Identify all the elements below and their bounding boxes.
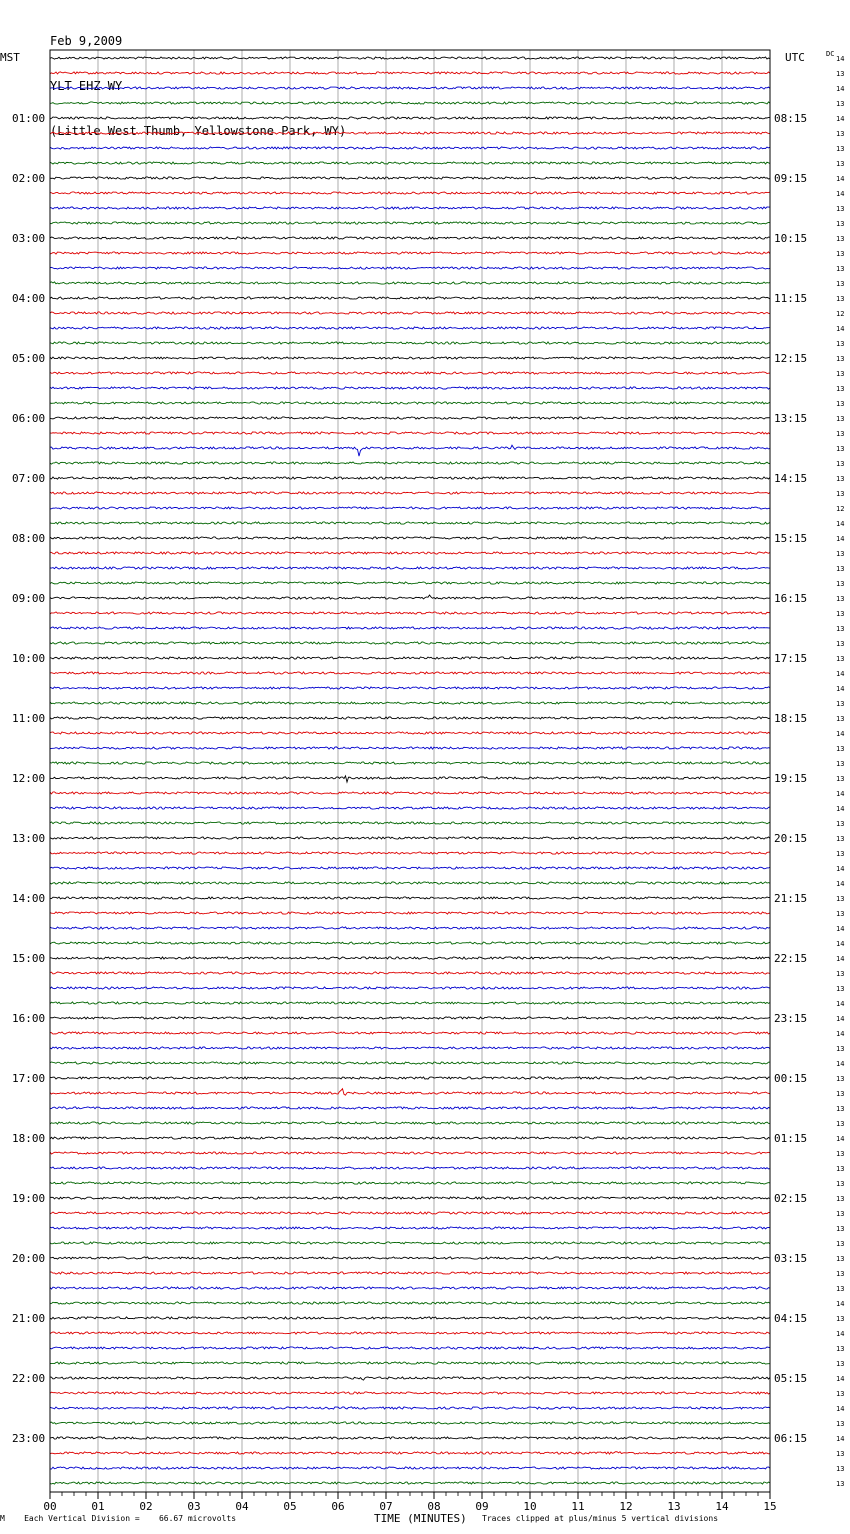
seismic-trace	[50, 1047, 770, 1049]
seismic-trace	[50, 657, 770, 659]
mst-hour-label: 11:00	[12, 712, 46, 725]
seismic-trace	[50, 1407, 770, 1409]
x-tick-label: 11	[571, 1500, 585, 1513]
dc-offset-label: 14	[836, 325, 845, 333]
dc-offset-label: 13	[836, 430, 845, 438]
seismic-trace	[50, 717, 770, 719]
dc-offset-label: 13	[836, 895, 845, 903]
utc-hour-label: 14:15	[774, 472, 808, 485]
utc-hour-label: 02:15	[774, 1192, 808, 1205]
mst-hour-label: 10:00	[12, 652, 46, 665]
seismic-trace	[50, 297, 770, 299]
utc-hour-label: 03:15	[774, 1252, 808, 1265]
dc-offset-label: 13	[836, 1120, 845, 1128]
dc-offset-label: 13	[836, 970, 845, 978]
mst-hour-label: 17:00	[12, 1072, 46, 1085]
seismic-trace	[50, 582, 770, 584]
seismic-trace	[50, 1272, 770, 1274]
seismic-trace	[50, 522, 770, 524]
clip-note: Traces clipped at plus/minus 5 vertical divisions	[482, 1514, 719, 1523]
seismic-trace	[50, 747, 770, 749]
dc-offset-label: 13	[836, 145, 845, 153]
seismic-trace	[50, 1077, 770, 1079]
seismic-trace	[50, 357, 770, 359]
seismic-trace	[50, 267, 770, 269]
utc-hour-label: 22:15	[774, 952, 808, 965]
seismic-trace	[50, 1467, 770, 1469]
seismic-trace	[50, 912, 770, 914]
seismic-trace	[50, 1392, 770, 1394]
seismic-trace	[50, 1302, 770, 1304]
dc-offset-label: 13	[836, 1150, 845, 1158]
seismic-trace	[50, 207, 770, 209]
mst-hour-label: 03:00	[12, 232, 46, 245]
dc-offset-label: 13	[836, 610, 845, 618]
dc-offset-label: 14	[836, 1330, 845, 1338]
scale-note	[0, 1514, 236, 1523]
seismic-trace	[50, 1347, 770, 1349]
dc-offset-label: 13	[836, 100, 845, 108]
utc-hour-label: 09:15	[774, 172, 808, 185]
seismic-trace	[50, 1287, 770, 1289]
seismic-trace	[50, 162, 770, 164]
seismic-trace	[50, 867, 770, 869]
dc-offset-label: 14	[836, 175, 845, 183]
dc-offset-label: 13	[836, 205, 845, 213]
dc-offset-label: 13	[836, 1345, 845, 1353]
seismic-trace	[50, 342, 770, 344]
utc-title: UTC	[785, 51, 805, 64]
seismic-trace	[50, 312, 770, 314]
dc-offset-label: 13	[836, 400, 845, 408]
dc-offset-label: 13	[836, 1195, 845, 1203]
seismic-trace	[50, 1422, 770, 1424]
dc-offset-label: 13	[836, 715, 845, 723]
utc-hour-label: 05:15	[774, 1372, 808, 1385]
dc-offset-label: 14	[836, 190, 845, 198]
x-tick-label: 12	[619, 1500, 633, 1513]
seismic-trace	[50, 102, 770, 104]
mst-hour-label: 13:00	[12, 832, 46, 845]
dc-offset-label: 13	[836, 385, 845, 393]
dc-offset-label: 13	[836, 355, 845, 363]
location-label: (Little West Thumb, Yellowstone Park, WY)	[50, 124, 347, 138]
dc-offset-label: 13	[836, 700, 845, 708]
seismic-trace	[50, 595, 770, 599]
seismic-trace	[50, 987, 770, 989]
utc-hour-label: 18:15	[774, 712, 808, 725]
dc-offset-label: 13	[836, 565, 845, 573]
dc-offset-label: 13	[836, 70, 845, 78]
seismic-trace	[50, 492, 770, 494]
dc-offset-label: 13	[836, 820, 845, 828]
seismic-trace	[50, 702, 770, 704]
dc-offset-label: 14	[836, 1435, 845, 1443]
seismic-trace	[50, 282, 770, 284]
dc-offset-label: 13	[836, 1315, 845, 1323]
seismic-trace	[50, 1197, 770, 1199]
seismic-trace	[50, 147, 770, 149]
seismic-trace	[50, 177, 770, 179]
dc-offset-label: 13	[836, 640, 845, 648]
dc-offset-label: 13	[836, 445, 845, 453]
dc-offset-label: 13	[836, 295, 845, 303]
dc-offset-label: 13	[836, 760, 845, 768]
mst-hour-label: 09:00	[12, 592, 46, 605]
seismic-trace	[50, 507, 770, 509]
dc-offset-label: 13	[836, 1210, 845, 1218]
dc-offset-label: 13	[836, 1075, 845, 1083]
x-tick-label: 15	[763, 1500, 777, 1513]
dc-offset-label: 13	[836, 550, 845, 558]
x-tick-label: 10	[523, 1500, 537, 1513]
seismic-trace	[50, 792, 770, 794]
seismic-trace	[50, 72, 770, 74]
x-tick-label: 08	[427, 1500, 441, 1513]
mst-hour-label: 01:00	[12, 112, 46, 125]
dc-offset-label: 14	[836, 115, 845, 123]
seismic-trace	[50, 1002, 770, 1004]
seismic-trace	[50, 1257, 770, 1259]
dc-offset-label: 13	[836, 1180, 845, 1188]
dc-offset-label: 13	[836, 220, 845, 228]
mst-hour-label: 08:00	[12, 532, 46, 545]
seismic-trace	[50, 822, 770, 824]
seismic-trace	[50, 462, 770, 464]
x-tick-label: 05	[283, 1500, 297, 1513]
seismic-trace	[50, 432, 770, 434]
seismic-trace	[50, 1242, 770, 1244]
seismic-trace	[50, 1062, 770, 1064]
utc-hour-label: 11:15	[774, 292, 808, 305]
seismic-trace	[50, 1482, 770, 1484]
seismic-trace	[50, 1362, 770, 1364]
mst-hour-label: 23:00	[12, 1432, 46, 1445]
mst-hour-label: 22:00	[12, 1372, 46, 1385]
seismic-trace	[50, 1122, 770, 1124]
dc-offset-label: 13	[836, 250, 845, 258]
dc-offset-label: 14	[836, 520, 845, 528]
seismic-trace	[50, 1032, 770, 1034]
x-tick-label: 13	[667, 1500, 681, 1513]
seismic-trace	[50, 1377, 770, 1380]
utc-hour-label: 08:15	[774, 112, 808, 125]
mst-hour-label: 15:00	[12, 952, 46, 965]
scale-note-text: Each Vertical Division = 66.67 microvolts	[24, 1514, 237, 1523]
dc-offset-label: 13	[836, 490, 845, 498]
seismic-trace	[50, 957, 770, 959]
dc-offset-label: 13	[836, 775, 845, 783]
dc-offset-label: 13	[836, 1270, 845, 1278]
seismic-trace	[50, 567, 770, 569]
x-tick-label: 01	[91, 1500, 105, 1513]
utc-hour-label: 21:15	[774, 892, 808, 905]
dc-offset-label: 13	[836, 910, 845, 918]
dc-offset-label: 13	[836, 580, 845, 588]
dc-offset-label: 13	[836, 1465, 845, 1473]
mst-hour-label: 04:00	[12, 292, 46, 305]
dc-offset-label: 13	[836, 655, 845, 663]
seismic-trace	[50, 1017, 770, 1019]
seismic-trace	[50, 612, 770, 614]
seismic-trace	[50, 1107, 770, 1109]
dc-offset-label: 13	[836, 1225, 845, 1233]
seismic-trace	[50, 642, 770, 644]
mst-hour-label: 16:00	[12, 1012, 46, 1025]
dc-title: DC	[826, 50, 835, 58]
seismic-trace	[50, 387, 770, 389]
dc-offset-label: 13	[836, 370, 845, 378]
dc-offset-label: 14	[836, 535, 845, 543]
station-label: YLT EHZ WY	[50, 79, 123, 93]
seismic-trace	[50, 1152, 770, 1154]
seismic-trace	[50, 537, 770, 539]
utc-hour-label: 20:15	[774, 832, 808, 845]
seismic-trace	[50, 252, 770, 254]
dc-offset-label: 14	[836, 865, 845, 873]
dc-offset-label: 14	[836, 1060, 845, 1068]
x-tick-label: 14	[715, 1500, 729, 1513]
dc-offset-label: 13	[836, 475, 845, 483]
dc-offset-label: 13	[836, 745, 845, 753]
seismic-trace	[50, 897, 770, 899]
seismic-trace	[50, 732, 770, 734]
utc-hour-label: 17:15	[774, 652, 808, 665]
dc-offset-label: 12	[836, 310, 845, 318]
dc-offset-label: 13	[836, 1255, 845, 1263]
dc-offset-label: 13	[836, 1480, 845, 1488]
dc-offset-label: 14	[836, 1405, 845, 1413]
dc-offset-label: 13	[836, 1285, 845, 1293]
corner-mark: M	[0, 1514, 5, 1523]
dc-offset-label: 13	[836, 1450, 845, 1458]
dc-offset-label: 13	[836, 850, 845, 858]
mst-hour-label: 12:00	[12, 772, 46, 785]
utc-hour-label: 23:15	[774, 1012, 808, 1025]
plot-frame	[50, 50, 770, 1492]
dc-offset-label: 13	[836, 1105, 845, 1113]
dc-offset-label: 13	[836, 1420, 845, 1428]
dc-offset-label: 13	[836, 1390, 845, 1398]
trace-group	[50, 57, 770, 1484]
mst-hour-label: 19:00	[12, 1192, 46, 1205]
seismic-trace	[50, 552, 770, 554]
dc-offset-label: 14	[836, 880, 845, 888]
utc-hour-label: 13:15	[774, 412, 808, 425]
mst-hour-label: 20:00	[12, 1252, 46, 1265]
utc-hour-label: 00:15	[774, 1072, 808, 1085]
dc-offset-label: 14	[836, 805, 845, 813]
x-tick-label: 06	[331, 1500, 345, 1513]
seismic-trace	[50, 882, 770, 884]
dc-offset-label: 14	[836, 685, 845, 693]
dc-offset-label: 12	[836, 505, 845, 513]
seismic-trace	[50, 372, 770, 374]
utc-hour-label: 12:15	[774, 352, 808, 365]
utc-hour-label: 15:15	[774, 532, 808, 545]
dc-offset-label: 13	[836, 835, 845, 843]
seismic-trace	[50, 687, 770, 689]
seismic-trace	[50, 417, 770, 419]
dc-offset-label: 14	[836, 85, 845, 93]
dc-offset-label: 14	[836, 1030, 845, 1038]
seismic-trace	[50, 445, 770, 456]
dc-offset-label: 13	[836, 280, 845, 288]
seismic-trace	[50, 807, 770, 809]
dc-offset-label: 14	[836, 955, 845, 963]
axis-labels	[0, 50, 844, 1513]
dc-offset-label: 14	[836, 940, 845, 948]
utc-hour-label: 04:15	[774, 1312, 808, 1325]
seismic-trace	[50, 222, 770, 224]
x-axis-title: TIME (MINUTES)	[374, 1512, 467, 1525]
seismic-trace	[50, 927, 770, 929]
utc-hour-label: 16:15	[774, 592, 808, 605]
seismic-trace	[50, 192, 770, 194]
mst-hour-label: 02:00	[12, 172, 46, 185]
seismic-trace	[50, 672, 770, 674]
utc-hour-label: 01:15	[774, 1132, 808, 1145]
dc-offset-label: 13	[836, 1240, 845, 1248]
mst-hour-label: 05:00	[12, 352, 46, 365]
dc-offset-label: 13	[836, 415, 845, 423]
mst-title: MST	[0, 51, 20, 64]
seismic-trace	[50, 1317, 770, 1319]
dc-offset-label: 13	[836, 265, 845, 273]
seismic-trace	[50, 837, 770, 839]
dc-offset-label: 13	[836, 1165, 845, 1173]
seismic-trace	[50, 327, 770, 329]
seismic-trace	[50, 972, 770, 974]
x-tick-label: 03	[187, 1500, 201, 1513]
x-tick-label: 09	[475, 1500, 489, 1513]
dc-offset-label: 14	[836, 1000, 845, 1008]
dc-offset-label: 14	[836, 730, 845, 738]
dc-offset-label: 13	[836, 1045, 845, 1053]
x-tick-label: 02	[139, 1500, 153, 1513]
seismic-trace	[50, 627, 770, 629]
dc-offset-label: 14	[836, 1300, 845, 1308]
dc-offset-label: 14	[836, 55, 845, 63]
dc-offset-label: 13	[836, 595, 845, 603]
mst-hour-label: 21:00	[12, 1312, 46, 1325]
seismic-trace	[50, 1437, 770, 1439]
dc-offset-label: 13	[836, 1090, 845, 1098]
seismic-trace	[50, 1332, 770, 1334]
seismic-trace	[50, 1089, 770, 1096]
seismic-trace	[50, 1137, 770, 1139]
dc-offset-label: 13	[836, 130, 845, 138]
seismic-trace	[50, 132, 770, 134]
seismic-trace	[50, 852, 770, 854]
utc-hour-label: 19:15	[774, 772, 808, 785]
dc-offset-label: 14	[836, 1015, 845, 1023]
x-tick-label: 00	[43, 1500, 57, 1513]
dc-offset-label: 13	[836, 460, 845, 468]
dc-offset-label: 13	[836, 1360, 845, 1368]
dc-offset-label: 14	[836, 790, 845, 798]
seismic-trace	[50, 1212, 770, 1214]
seismic-trace	[50, 237, 770, 239]
date-label: Feb 9,2009	[50, 34, 123, 48]
mst-hour-label: 07:00	[12, 472, 46, 485]
x-tick-label: 07	[379, 1500, 393, 1513]
mst-hour-label: 14:00	[12, 892, 46, 905]
dc-offset-label: 13	[836, 160, 845, 168]
seismic-trace	[50, 776, 770, 782]
dc-offset-label: 14	[836, 925, 845, 933]
mst-hour-label: 06:00	[12, 412, 46, 425]
seismic-trace	[50, 942, 770, 944]
seismic-trace	[50, 87, 770, 89]
seismic-trace	[50, 1227, 770, 1229]
seismic-trace	[50, 477, 770, 479]
dc-offset-label: 13	[836, 625, 845, 633]
x-tick-label: 04	[235, 1500, 249, 1513]
seismic-trace	[50, 1452, 770, 1454]
seismic-trace	[50, 57, 770, 59]
dc-offset-label: 14	[836, 1135, 845, 1143]
seismic-trace	[50, 1182, 770, 1184]
minute-grid	[98, 50, 722, 1492]
seismic-trace	[50, 117, 770, 119]
seismic-trace	[50, 402, 770, 404]
dc-offset-label: 13	[836, 340, 845, 348]
utc-hour-label: 10:15	[774, 232, 808, 245]
dc-offset-label: 14	[836, 1375, 845, 1383]
utc-hour-label: 06:15	[774, 1432, 808, 1445]
dc-offset-label: 14	[836, 670, 845, 678]
dc-offset-label: 13	[836, 235, 845, 243]
mst-hour-label: 18:00	[12, 1132, 46, 1145]
seismic-trace	[50, 762, 770, 764]
seismic-trace	[50, 1167, 770, 1169]
dc-offset-label: 13	[836, 985, 845, 993]
